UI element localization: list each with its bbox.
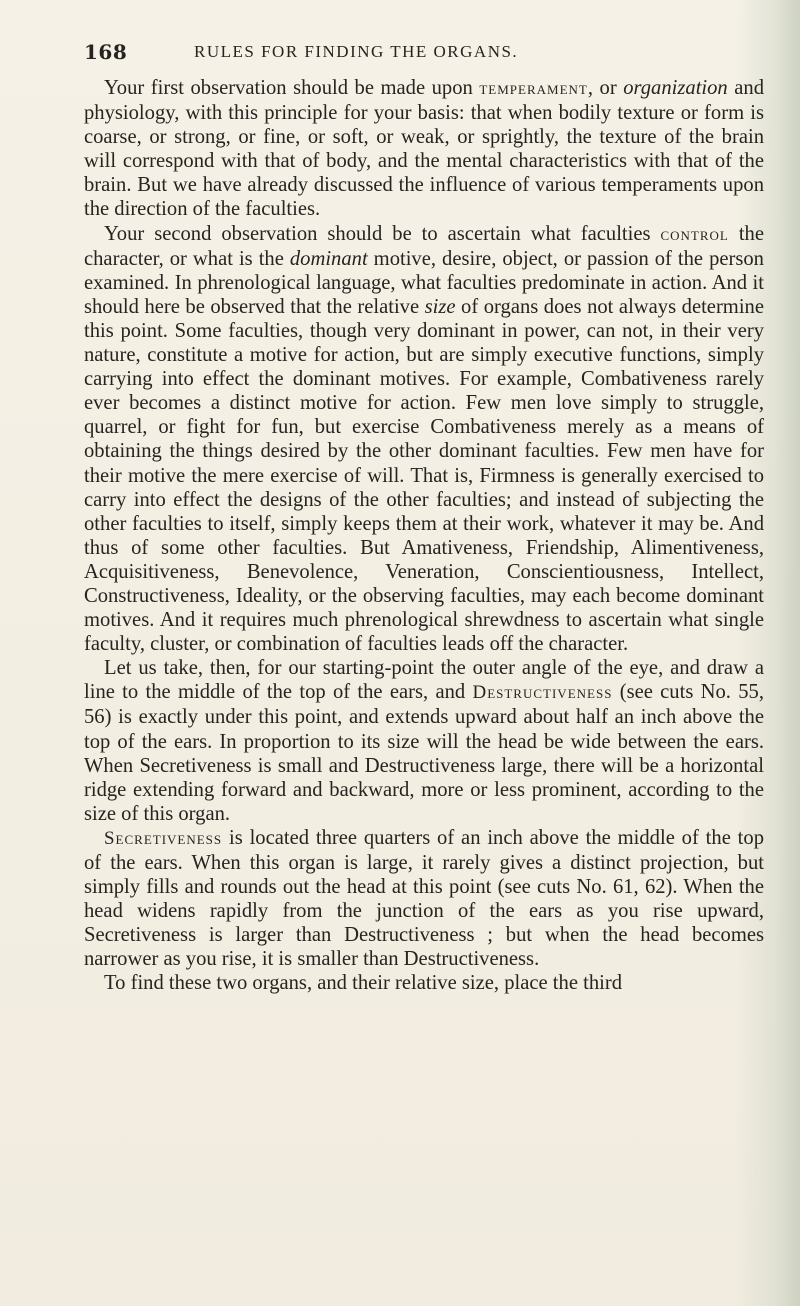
- paragraph: [84, 656, 764, 826]
- paragraph: [84, 222, 764, 657]
- text-run: To find these two organs, and their relative size, place the third: [104, 972, 623, 995]
- small-caps-text: control: [660, 223, 729, 245]
- body-text: [84, 76, 764, 996]
- text-run: Let us take, then, for our starting-point the outer angle of the eye, and draw a line to the middle of the top of the ears, and: [84, 657, 764, 704]
- text-run: is located three quarters of an inch above the middle of the top of the ears. When this organ is large, it rarely gives a distinct projection, but simply fills and rounds out the head at this point (see cuts No. 61, 62). When the head widens rapidly from the junction of the ears as you rise upward, Secretiveness is larger than Destructiveness ; but when the head becomes narrower as you rise, it is smaller than Destructiveness.: [84, 826, 764, 971]
- small-caps-text: Secretiveness: [104, 827, 223, 849]
- text-run: the character, or what is the: [84, 222, 764, 270]
- text-run: motive, desire, object, or passion of the person examined. In phrenological language, what faculties predominate in action. And it should here be observed that the relative: [84, 247, 764, 318]
- text-run: , or: [587, 77, 624, 99]
- running-head: RULES FOR FINDING THE ORGANS.: [194, 42, 519, 61]
- paragraph: [84, 76, 764, 222]
- paragraph: [84, 826, 764, 972]
- page-number: 168: [84, 40, 128, 64]
- italic-text: organization: [623, 77, 728, 99]
- italic-text: dominant: [289, 247, 368, 270]
- text-run: Your first observation should be made upon: [104, 77, 480, 99]
- small-caps-text: Destructiveness: [472, 682, 613, 704]
- text-run: (see cuts No. 55, 56) is exactly under this point, and extends upward about half an inch above the top of the ears. In proportion to its size will the head be wide between the ears. When Secretiveness is small and Destructiveness large, there will be a horizontal ridge extending forward and backward, more or less prominent, according to the size of this organ.: [84, 681, 764, 825]
- small-caps-text: temperament: [479, 78, 588, 99]
- italic-text: size: [424, 295, 456, 318]
- text-run: of organs does not always determine this point. Some faculties, though very dominant in power, can not, in their very nature, constitute a motive for action, but are simply executive functions, simply carrying into effect the dominant motives. For example, Combativeness rarely ever becomes a distinct motive for action. Few men love simply to struggle, quarrel, or fight for fun, but exercise Combativeness merely as a means of obtaining the things desired by the other dominant faculties. Few men have for their motive the mere exercise of will. That is, Firmness is generally exercised to carry into effect the designs of the other faculties; and instead of subjecting the other faculties to itself, simply keeps them at their work, whatever it may be. And thus of some other faculties. But Amativeness, Friendship, Alimentiveness, Acquisitiveness, Benevolence, Veneration, Conscientiousness, Intellect, Constructiveness, Ideality, or the observing faculties, may each become dominant motives. And it requires much phrenological shrewdness to ascertain what single faculty, cluster, or combination of faculties leads off the character.: [84, 295, 764, 656]
- page-header: [84, 40, 764, 74]
- text-run: Your second observation should be to ascertain what faculties: [104, 222, 661, 245]
- text-run: and physiology, with this principle for your basis: that when bodily texture or form is coarse, or strong, or fine, or soft, or weak, or sprightly, the texture of the brain will correspond with that of body, and the mental characteristics with that of the brain. But we have already discussed the influence of various temperaments upon the direction of the faculties.: [84, 77, 764, 221]
- paragraph: [84, 971, 764, 995]
